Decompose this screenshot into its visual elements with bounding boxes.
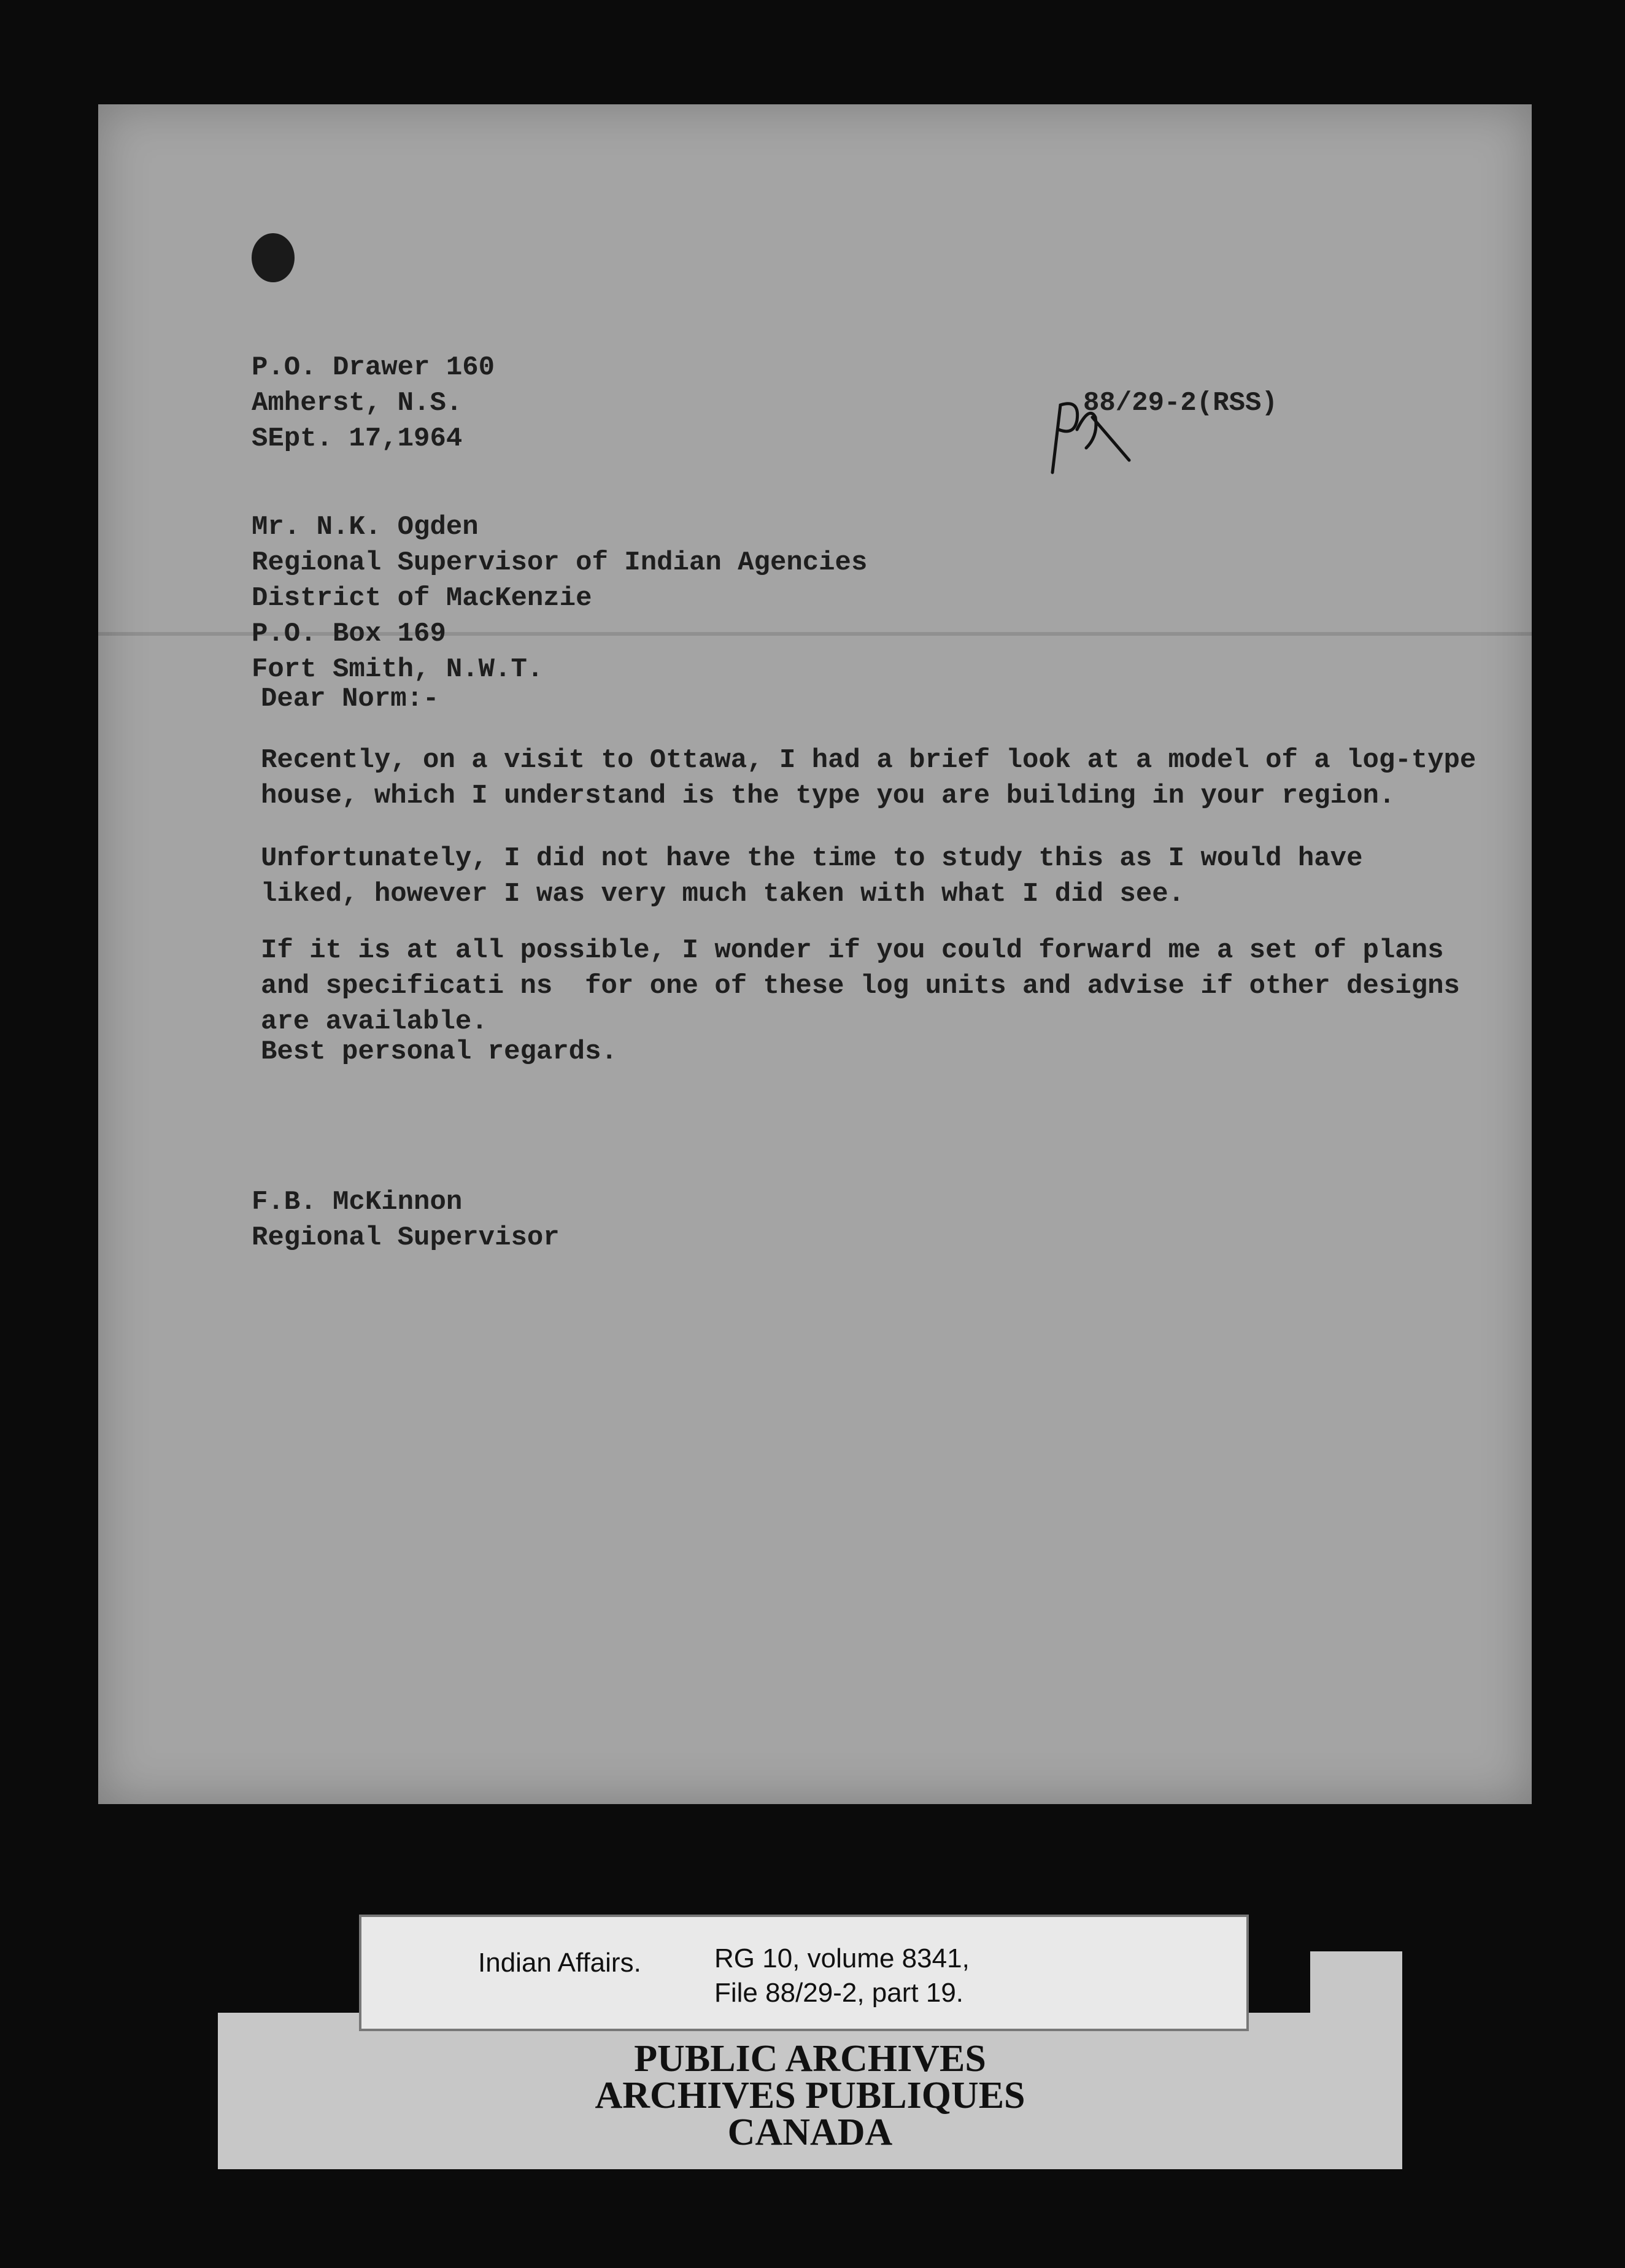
paragraph-1: Recently, on a visit to Ottawa, I had a brief look at a model of a log-type house, which I understand is the type you are building in your region. <box>261 745 1476 811</box>
file-reference: 88/29-2(RSS) <box>1083 388 1278 418</box>
recipient-box: P.O. Box 169 <box>252 619 446 649</box>
label-record-group: RG 10, volume 8341, <box>714 1943 970 1973</box>
recipient-name: Mr. N.K. Ogden <box>252 512 479 542</box>
sender-address-line-1: P.O. Drawer 160 <box>252 352 495 383</box>
stamp-notch-right <box>1249 1951 1310 2013</box>
stamp-line-2: ARCHIVES PUBLIQUES <box>595 2075 1025 2116</box>
recipient-title: Regional Supervisor of Indian Agencies <box>252 547 868 578</box>
archive-reference-label <box>359 1915 1249 2031</box>
recipient-district: District of MacKenzie <box>252 583 592 614</box>
paragraph-3: If it is at all possible, I wonder if you could forward me a set of plans and specificati ns for one of these log units and advise if other designs are available. <box>261 935 1460 1037</box>
recipient-city: Fort Smith, N.W.T. <box>252 654 544 685</box>
stamp-line-1: PUBLIC ARCHIVES <box>634 2038 986 2080</box>
label-file: File 88/29-2, part 19. <box>714 1978 964 2008</box>
stamp-line-3: CANADA <box>727 2112 893 2153</box>
archives-stamp-text <box>218 2040 1402 2151</box>
salutation: Dear Norm:- <box>261 684 439 714</box>
sender-address-line-2: Amherst, N.S. <box>252 388 463 418</box>
signature-title: Regional Supervisor <box>252 1222 560 1253</box>
signature-name: F.B. McKinnon <box>252 1187 463 1217</box>
paragraph-2: Unfortunately, I did not have the time to study this as I would have liked, however I was very much taken with what I did see. <box>261 843 1363 909</box>
stamp-notch-left <box>218 1951 359 2013</box>
letter-page <box>98 104 1532 1804</box>
closing: Best personal regards. <box>261 1036 617 1067</box>
punch-hole <box>252 233 295 282</box>
label-department: Indian Affairs. <box>478 1948 641 1978</box>
letter-date: SEpt. 17,1964 <box>252 423 463 454</box>
